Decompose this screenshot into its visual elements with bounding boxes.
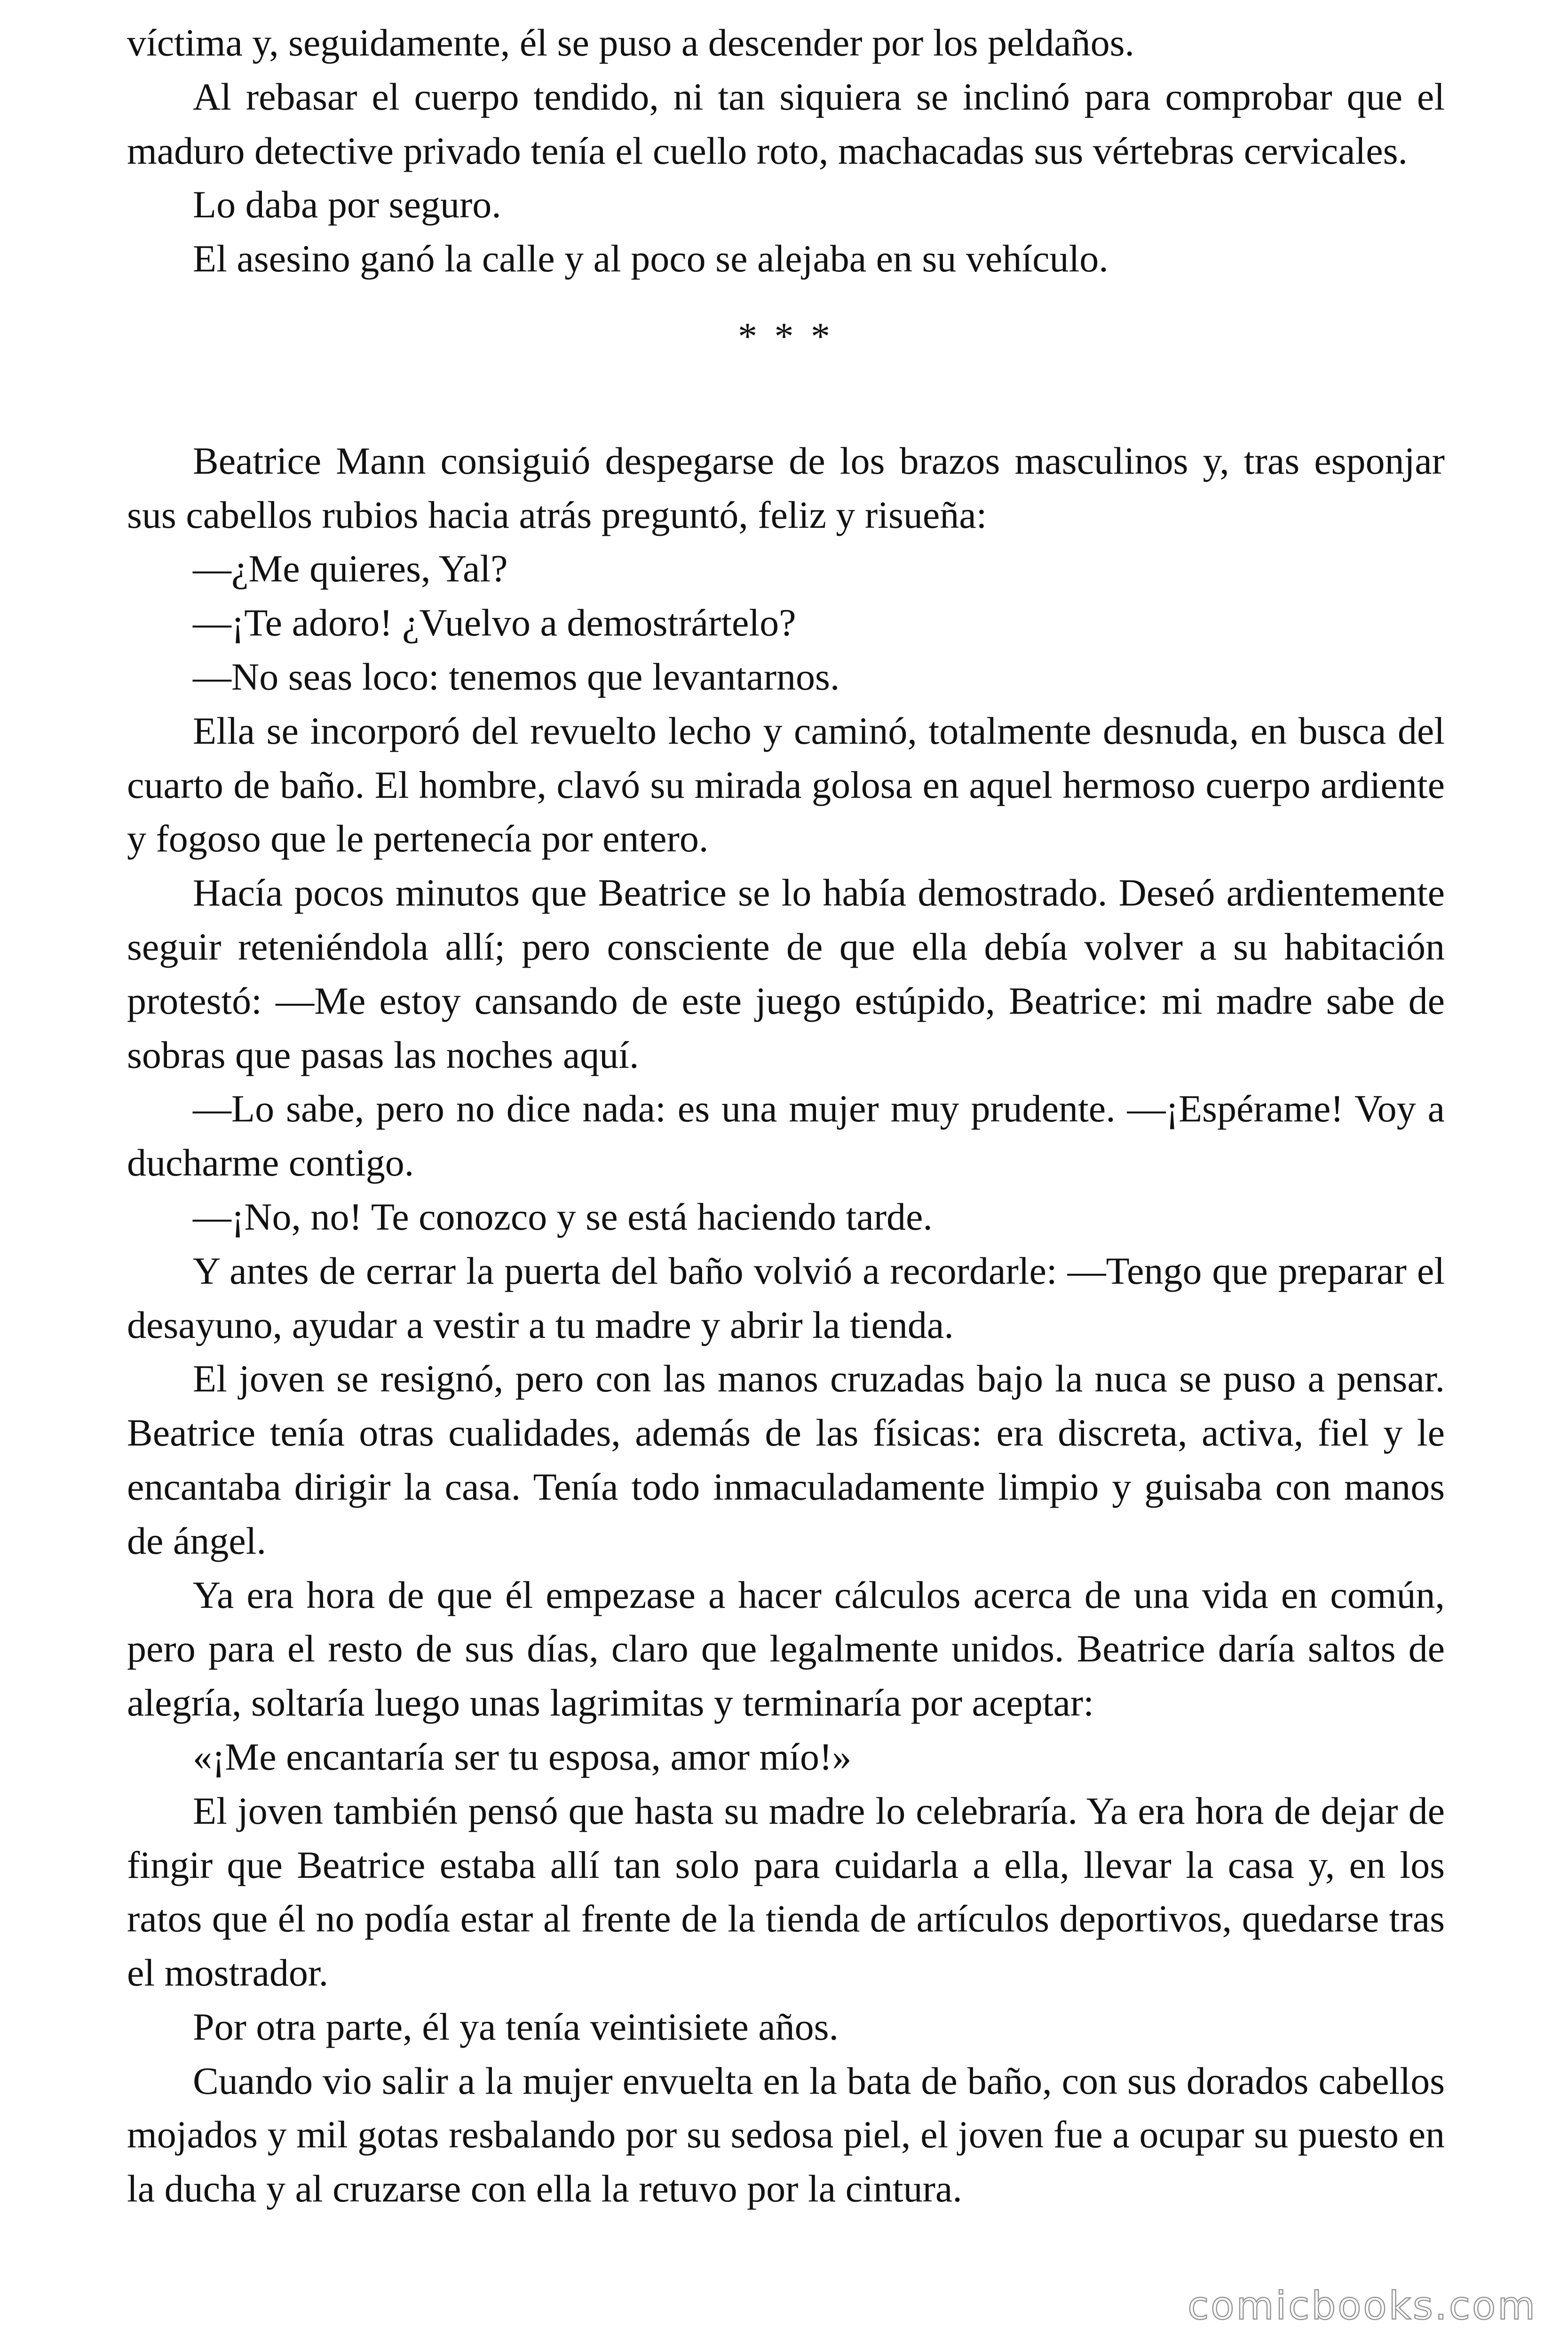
paragraph: Por otra parte, él ya tenía veintisiete años. xyxy=(193,2005,839,2048)
section-separator: * * * xyxy=(738,314,834,358)
dialogue-line: —¿Me quieres, Yal? xyxy=(193,547,508,590)
text-column xyxy=(127,16,1445,2216)
dialogue-line: —Lo sabe, pero no dice nada: es una mujer muy prudente. —¡Espérame! Voy a ducharme contigo. xyxy=(127,1087,1445,1184)
paragraph: El joven se resignó, pero con las manos cruzadas bajo la nuca se puso a pensar. Beatrice tenía otras cualidades, además de las físicas: era discreta, activa, fiel y le encantaba dirigir la casa. Tenía todo inmaculadamente limpio y guisaba con manos de ángel. xyxy=(127,1357,1445,1562)
paragraph: Beatrice Mann consiguió despegarse de los brazos masculinos y, tras esponjar sus cabellos rubios hacia atrás preguntó, feliz y risueña: xyxy=(127,439,1445,536)
paragraph: Ya era hora de que él empezase a hacer cálculos acerca de una vida en común, pero para el resto de sus días, claro que legalmente unidos. Beatrice daría saltos de alegría, soltaría luego unas lagrimitas y terminaría por aceptar: xyxy=(127,1573,1445,1724)
paragraph: El joven también pensó que hasta su madre lo celebraría. Ya era hora de dejar de fingir que Beatrice estaba allí tan solo para cuidarla a ella, llevar la casa y, en los ratos que él no podía estar al frente de la tienda de artículos deportivos, quedarse tras el mostrador. xyxy=(127,1789,1445,1994)
dialogue-line: —¡No, no! Te conozco y se está haciendo tarde. xyxy=(193,1195,933,1238)
paragraph: Al rebasar el cuerpo tendido, ni tan siquiera se inclinó para comprobar que el maduro detective privado tenía el cuello roto, machacadas sus vértebras cervicales. xyxy=(127,75,1445,172)
dialogue-line: —No seas loco: tenemos que levantarnos. xyxy=(193,655,840,698)
quoted-line: «¡Me encantaría ser tu esposa, amor mío!» xyxy=(193,1735,852,1778)
paragraph-continuation: víctima y, seguidamente, él se puso a descender por los peldaños. xyxy=(127,21,1135,64)
dialogue-line: —¡Te adoro! ¿Vuelvo a demostrártelo? xyxy=(193,601,796,644)
paragraph: Lo daba por seguro. xyxy=(193,183,501,226)
paragraph: El asesino ganó la calle y al poco se alejaba en su vehículo. xyxy=(193,237,1109,280)
paragraph: Y antes de cerrar la puerta del baño volvió a recordarle: —Tengo que preparar el desayuno, ayudar a vestir a tu madre y abrir la tienda. xyxy=(127,1249,1445,1346)
paragraph: Ella se incorporó del revuelto lecho y caminó, totalmente desnuda, en busca del cuarto de baño. El hombre, clavó su mirada golosa en aquel hermoso cuerpo ardiente y fogoso que le pertenecía por entero. xyxy=(127,709,1445,860)
watermark: comicbooks.com xyxy=(1188,2284,1537,2328)
paragraph: Cuando vio salir a la mujer envuelta en la bata de baño, con sus dorados cabellos mojados y mil gotas resbalando por su sedosa piel, el joven fue a ocupar su puesto en la ducha y al cruzarse con ella la retuvo por la cintura. xyxy=(127,2059,1445,2210)
paragraph: Hacía pocos minutos que Beatrice se lo había demostrado. Deseó ardientemente seguir reteniéndola allí; pero consciente de que ella debía volver a su habitación protestó: —Me estoy cansando de este juego estúpido, Beatrice: mi madre sabe de sobras que pasas las noches aquí. xyxy=(127,871,1445,1076)
